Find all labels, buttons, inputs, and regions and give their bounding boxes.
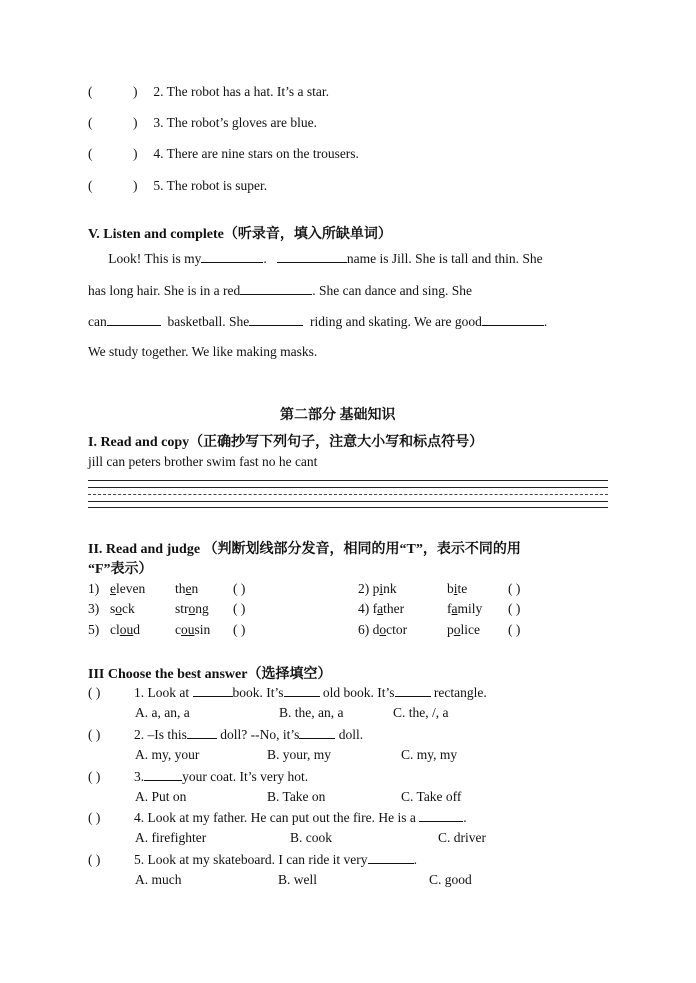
section-ii-title-line2: “F”表示） <box>88 562 153 577</box>
option-b[interactable]: B. your, my <box>267 747 331 762</box>
answer-paren[interactable]: ( ) <box>88 727 101 742</box>
tf-statement: 3. The robot’s gloves are blue. <box>153 115 317 130</box>
fill-blank <box>368 851 414 864</box>
option-b[interactable]: B. Take on <box>267 789 326 804</box>
answer-paren[interactable]: ( ) <box>508 601 521 616</box>
tf-statement: 5. The robot is super. <box>153 178 268 193</box>
choice-question-3: ( ) 3. your coat. It’s very hot. <box>88 769 309 784</box>
option-b[interactable]: B. cook <box>290 830 332 845</box>
listen-line-4: We study together. We like making masks. <box>88 344 318 359</box>
rule-line <box>88 507 608 508</box>
fill-blank <box>299 726 335 739</box>
answer-paren[interactable]: ( ) <box>233 622 246 637</box>
rule-line <box>88 480 608 481</box>
choice-question-1: ( ) 1. Look at book. It’s old book. It’s rectangle. <box>88 685 487 700</box>
fill-blank[interactable] <box>107 313 161 326</box>
fill-blank <box>187 726 217 739</box>
copy-sentence: jill can peters brother swim fast no he cant <box>88 454 318 469</box>
answer-paren[interactable]: ( ) <box>88 178 138 193</box>
word-father: 4) father <box>358 601 405 616</box>
fill-blank <box>193 684 233 697</box>
word-cousin: cousin <box>175 622 211 637</box>
section-v-title: V. Listen and complete（听录音，填入所缺单词） <box>88 227 392 242</box>
option-a[interactable]: A. firefighter <box>135 830 207 845</box>
option-b[interactable]: B. well <box>278 872 317 887</box>
option-b[interactable]: B. the, an, a <box>279 705 344 720</box>
section-i-title: I. Read and copy（正确抄写下列句子，注意大小写和标点符号） <box>88 435 484 450</box>
answer-paren[interactable]: ( ) <box>88 146 138 161</box>
fill-blank <box>395 684 431 697</box>
word-eleven: eleven <box>110 581 146 596</box>
option-a[interactable]: A. much <box>135 872 182 887</box>
listen-line-2: has long hair. She is in a red . She can dance and sing. She <box>88 283 472 298</box>
option-c[interactable]: C. Take off <box>401 789 462 804</box>
fill-blank <box>284 684 320 697</box>
word-pink: 2) pink <box>358 581 397 596</box>
fill-blank[interactable] <box>249 313 303 326</box>
section-iii-title: III Choose the best answer（选择填空） <box>88 667 332 682</box>
option-a[interactable]: A. my, your <box>135 747 200 762</box>
rule-line <box>88 487 608 488</box>
answer-paren[interactable]: ( ) <box>508 581 521 596</box>
option-a[interactable]: A. Put on <box>135 789 187 804</box>
word-police: police <box>447 622 480 637</box>
option-a[interactable]: A. a, an, a <box>135 705 190 720</box>
rule-line <box>88 501 608 502</box>
rule-line <box>88 494 608 495</box>
fill-blank <box>144 768 182 781</box>
fill-blank[interactable] <box>240 282 312 295</box>
tf-statement: 2. The robot has a hat. It’s a star. <box>153 84 329 99</box>
tf-item-5 <box>88 178 267 194</box>
tf-statement: 4. There are nine stars on the trousers. <box>153 146 359 161</box>
choice-question-4: ( ) 4. Look at my father. He can put out the fire. He is a . <box>88 810 467 825</box>
word-family: family <box>447 601 483 616</box>
word-bite: bite <box>447 581 468 596</box>
tf-item-2 <box>88 84 329 100</box>
tf-item-4 <box>88 146 359 162</box>
fill-blank[interactable] <box>201 250 263 263</box>
word-then: then <box>175 581 199 596</box>
answer-paren[interactable]: ( ) <box>233 581 246 596</box>
listen-line-3: can basketball. She riding and skating. We are good . <box>88 314 548 329</box>
answer-paren[interactable]: ( ) <box>233 601 246 616</box>
answer-paren[interactable]: ( ) <box>88 115 138 130</box>
word-cloud: cloud <box>110 622 140 637</box>
option-c[interactable]: C. my, my <box>401 747 458 762</box>
section-ii-title-line1: II. Read and judge （判断划线部分发音，相同的用“T”，表示不同的用 <box>88 542 521 557</box>
answer-paren[interactable]: ( ) <box>508 622 521 637</box>
tf-item-3 <box>88 115 317 131</box>
fill-blank <box>419 809 463 822</box>
option-c[interactable]: C. the, /, a <box>393 705 449 720</box>
part-two-title: 第二部分 基础知识 <box>280 408 396 423</box>
option-c[interactable]: C. driver <box>438 830 486 845</box>
answer-paren[interactable]: ( ) <box>88 810 101 825</box>
fill-blank[interactable] <box>277 250 347 263</box>
option-c[interactable]: C. good <box>429 872 472 887</box>
answer-paren[interactable]: ( ) <box>88 769 101 784</box>
word-strong: strong <box>175 601 209 616</box>
choice-question-2: ( ) 2. –Is this doll? --No, it’s doll. <box>88 727 364 742</box>
listen-line-1: Look! This is my . name is Jill. She is tall and thin. She <box>108 251 543 266</box>
answer-paren[interactable]: ( ) <box>88 852 101 867</box>
word-doctor: 6) doctor <box>358 622 408 637</box>
choice-question-5: ( ) 5. Look at my skateboard. I can ride it very . <box>88 852 417 867</box>
answer-paren[interactable]: ( ) <box>88 685 101 700</box>
word-sock: sock <box>110 601 135 616</box>
fill-blank[interactable] <box>482 313 544 326</box>
answer-paren[interactable]: ( ) <box>88 84 138 99</box>
